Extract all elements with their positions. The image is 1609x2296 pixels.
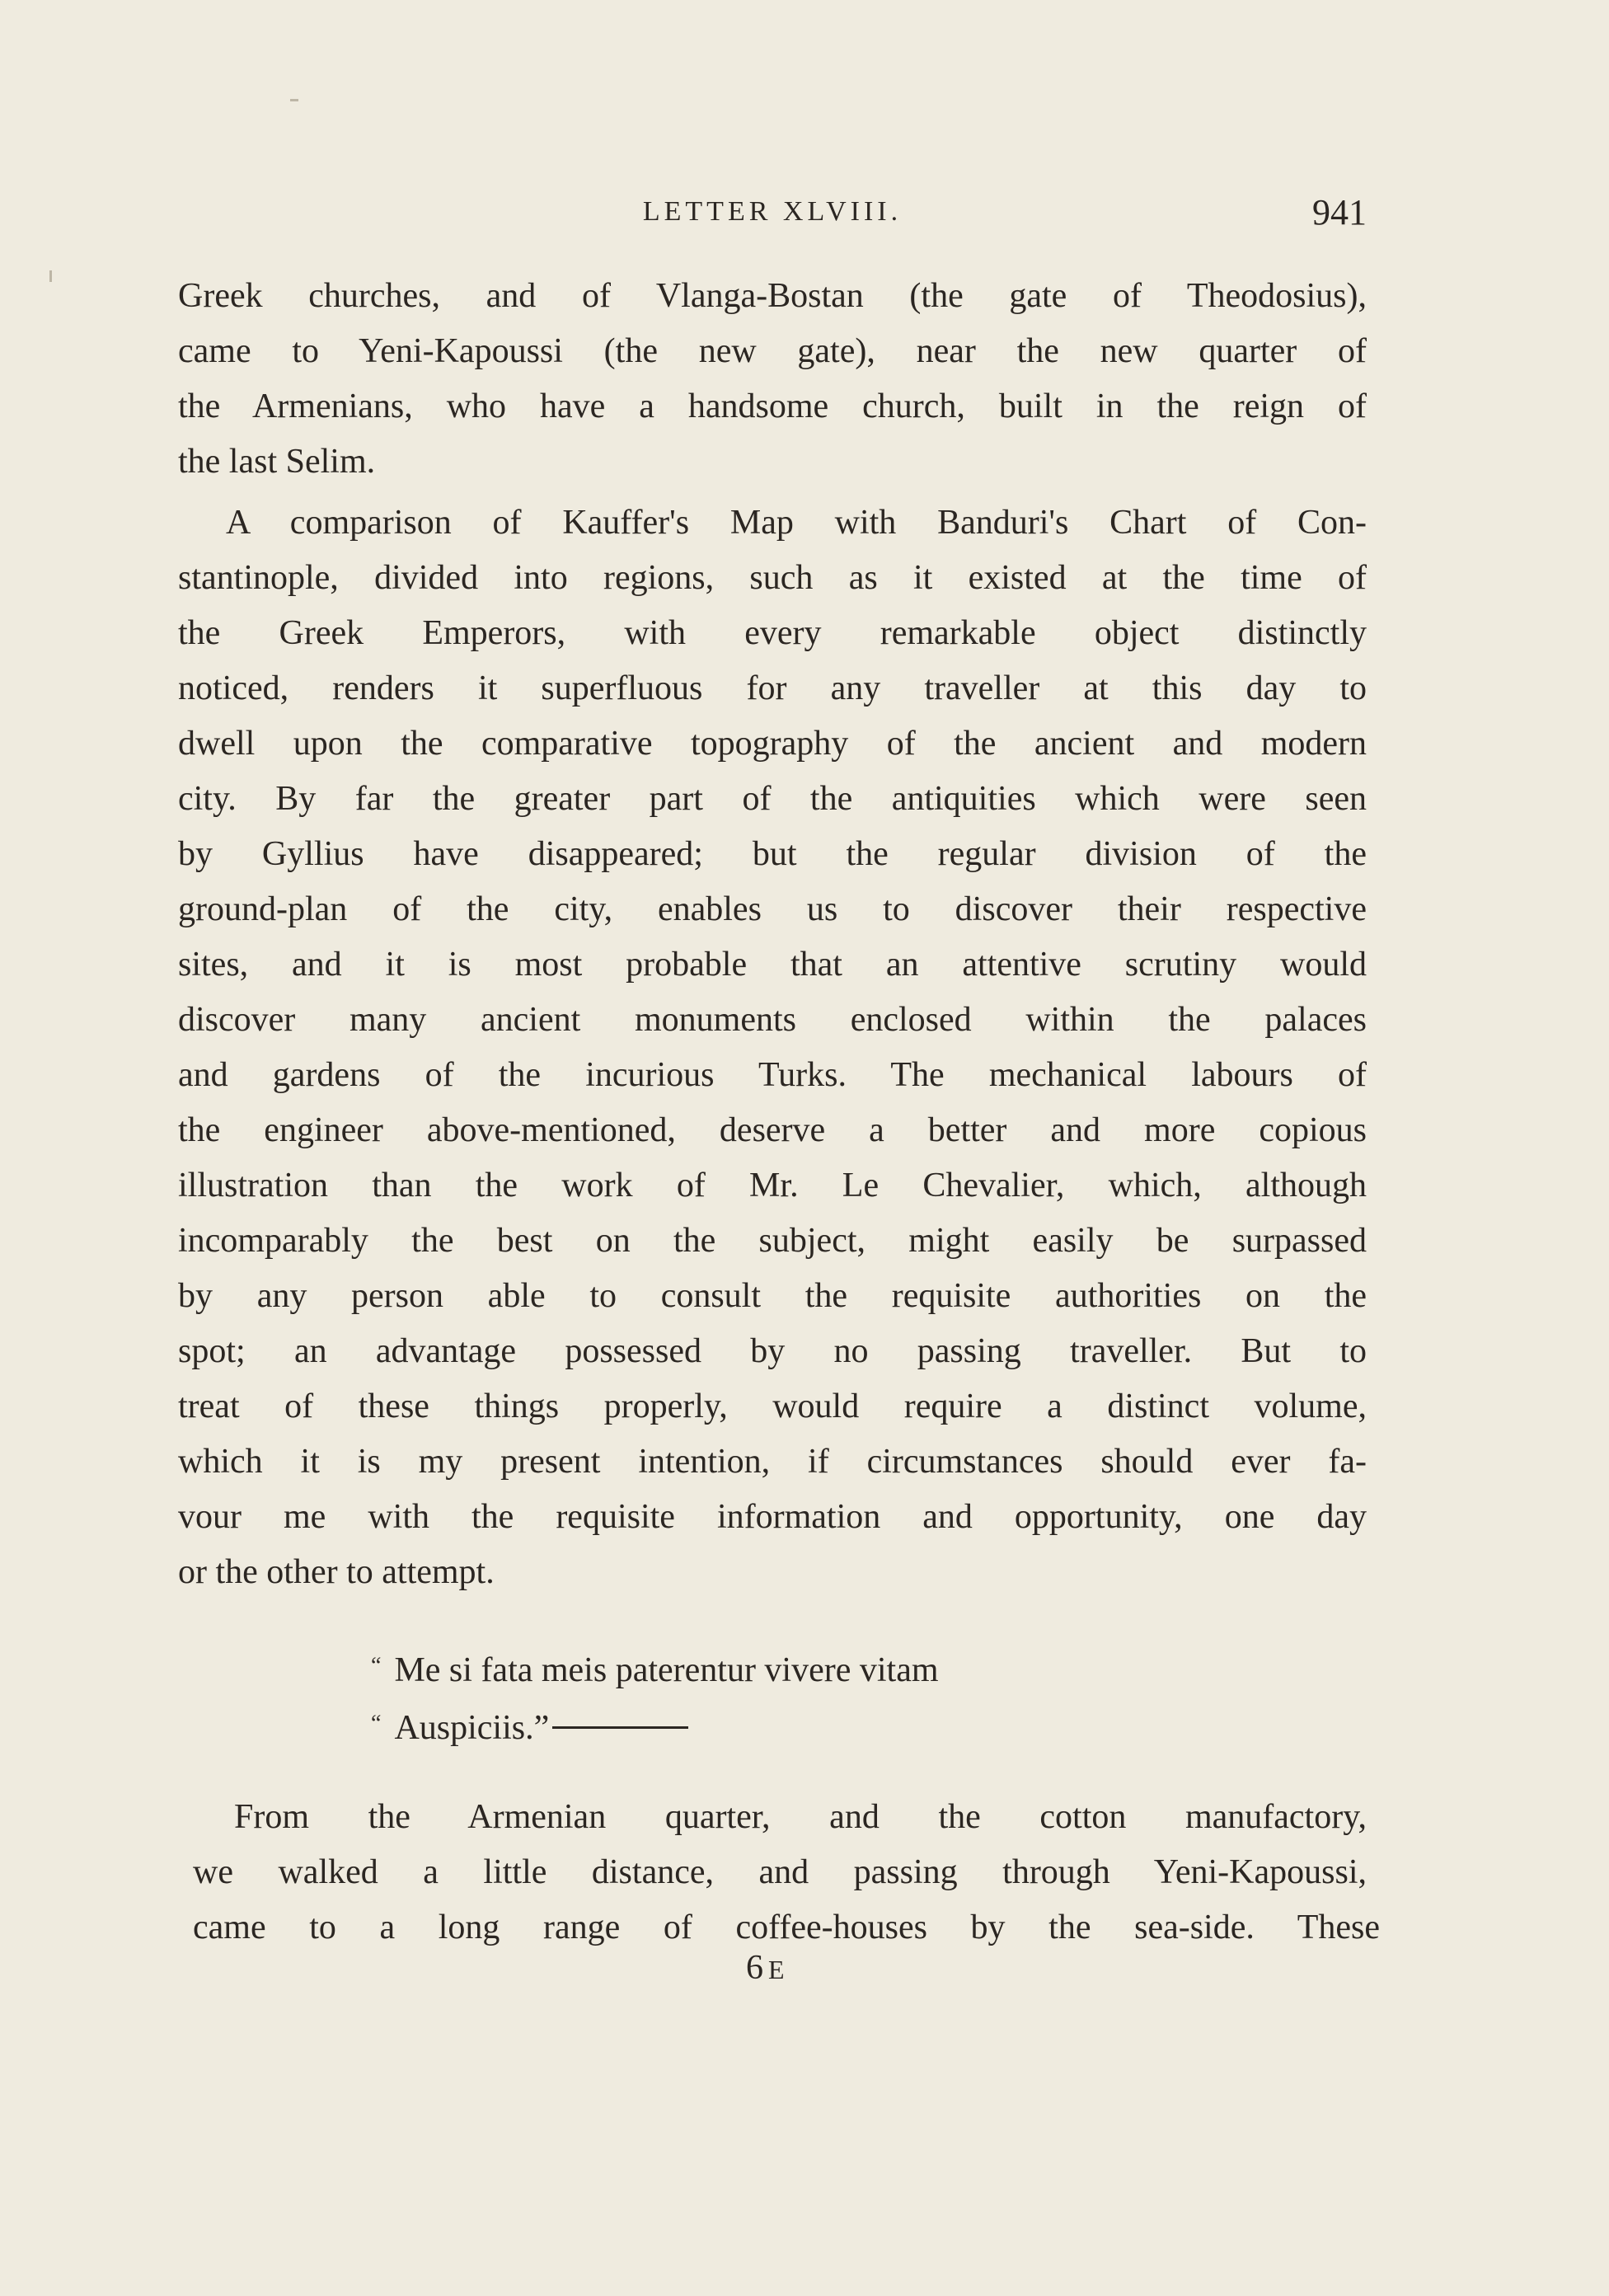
text-line: came to a long range of coffee-houses by the sea-side. These bbox=[193, 1909, 1380, 1946]
text-line: city. By far the greater part of the antiquities which were seen bbox=[178, 780, 1367, 818]
text-line: we walked a little distance, and passing through Yeni-Kapoussi, bbox=[193, 1853, 1367, 1891]
text-line: Greek churches, and of Vlanga-Bostan (the gate of Theodosius), bbox=[178, 277, 1367, 315]
speck-mark bbox=[49, 270, 52, 282]
text-line: and gardens of the incurious Turks. The mechanical labours of bbox=[178, 1056, 1367, 1094]
text-line: vour me with the requisite information and opportunity, one day bbox=[178, 1498, 1367, 1536]
text-line: the Greek Emperors, with every remarkable object distinctly bbox=[178, 614, 1367, 652]
page-number: 941 bbox=[1312, 192, 1367, 232]
text-line: spot; an advantage possessed by no passing traveller. But to bbox=[178, 1332, 1367, 1370]
text-line: which it is my present intention, if circumstances should ever fa- bbox=[178, 1443, 1367, 1481]
text-line: the engineer above-mentioned, deserve a better and more copious bbox=[178, 1111, 1367, 1149]
text-line: treat of these things properly, would require a distinct volume, bbox=[178, 1387, 1367, 1425]
text-line: discover many ancient monuments enclosed within the palaces bbox=[178, 1001, 1367, 1039]
running-head bbox=[178, 192, 1367, 237]
text-line: by Gyllius have disappeared; but the regular division of the bbox=[178, 835, 1367, 873]
text-line: or the other to attempt. bbox=[178, 1553, 495, 1591]
text-line: From the Armenian quarter, and the cotton manufactory, bbox=[234, 1798, 1367, 1836]
text-line: stantinople, divided into regions, such as it existed at the time of bbox=[178, 559, 1367, 597]
text-line: came to Yeni-Kapoussi (the new gate), near the new quarter of bbox=[178, 332, 1367, 370]
text-line: sites, and it is most probable that an attentive scrutiny would bbox=[178, 946, 1367, 984]
verse-text: Me si fata meis paterentur vivere vitam bbox=[394, 1651, 939, 1689]
open-quote-mark: “ bbox=[371, 1653, 382, 1679]
signature-number: 6 bbox=[746, 1949, 763, 1987]
text-line: illustration than the work of Mr. Le Chevalier, which, although bbox=[178, 1167, 1367, 1204]
text-line: ground-plan of the city, enables us to discover their respective bbox=[178, 890, 1367, 928]
speck-mark bbox=[290, 99, 298, 101]
verse-text: Auspiciis.” bbox=[394, 1709, 550, 1747]
text-line: A comparison of Kauffer's Map with Banduri's Chart of Con- bbox=[226, 504, 1367, 542]
em-dash-rule bbox=[552, 1726, 688, 1729]
text-line: incomparably the best on the subject, might easily be surpassed bbox=[178, 1222, 1367, 1260]
open-quote-mark: “ bbox=[371, 1711, 382, 1736]
text-line: by any person able to consult the requisite authorities on the bbox=[178, 1277, 1367, 1315]
text-line: dwell upon the comparative topography of the ancient and modern bbox=[178, 725, 1367, 763]
signature-letter: E bbox=[768, 1955, 785, 1984]
text-line: the last Selim. bbox=[178, 443, 376, 481]
printer-signature-mark bbox=[746, 1948, 785, 1988]
running-head-title: LETTER XLVIII. bbox=[642, 196, 903, 227]
text-line: noticed, renders it superfluous for any traveller at this day to bbox=[178, 669, 1367, 707]
text-line: the Armenians, who have a handsome church, built in the reign of bbox=[178, 387, 1367, 425]
latin-quotation-line-2 bbox=[371, 1698, 688, 1754]
latin-quotation-line-1 bbox=[371, 1641, 939, 1696]
